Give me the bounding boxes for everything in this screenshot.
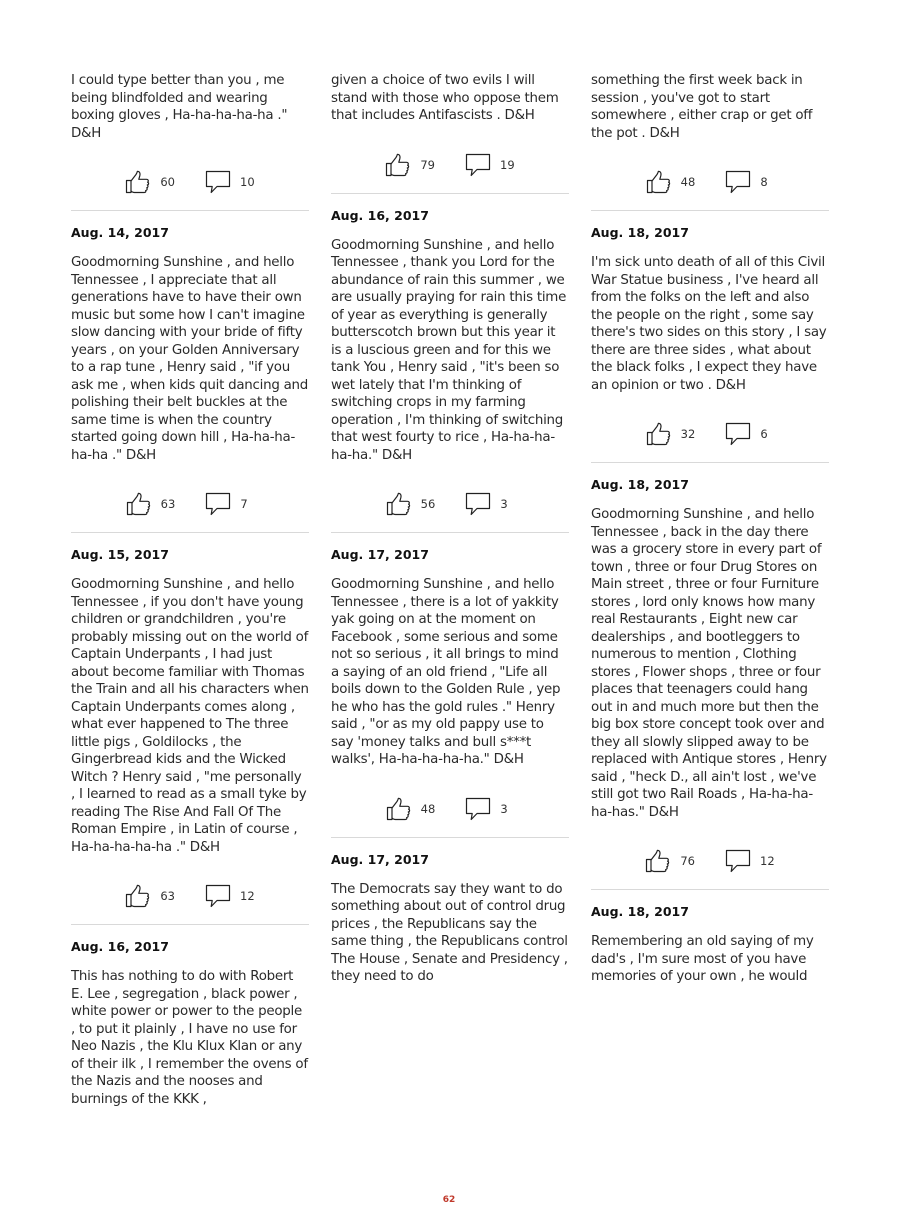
like-count: 48 <box>420 801 436 816</box>
post-text: something the first week back in session , you've got to start somewhere , either crap or get off the pot . D&H <box>591 73 813 141</box>
speech-bubble-icon[interactable] <box>725 422 751 446</box>
page-number: 62 <box>442 1195 456 1205</box>
speech-bubble-icon[interactable] <box>205 884 231 908</box>
post <box>591 72 829 196</box>
thumbs-up-icon[interactable] <box>646 170 672 194</box>
post <box>331 72 569 179</box>
post <box>71 939 309 1108</box>
divider <box>71 210 309 211</box>
like-count: 48 <box>680 175 696 189</box>
post-date: Aug. 15, 2017 <box>71 547 169 562</box>
column-2 <box>331 72 569 986</box>
post <box>331 547 569 823</box>
comment-stat[interactable] <box>205 170 255 194</box>
post-text: This has nothing to do with Robert E. Lee , segregation , black power , white power or power to the people , to put it plainly , I have no use for Neo Nazis , the Klu Klux Klan or any of their ilk , I remember the ovens of the Nazis and the nooses and burnings of the KKK , <box>71 969 308 1107</box>
post <box>71 547 309 910</box>
post-stats <box>591 168 829 196</box>
like-stat[interactable] <box>125 170 175 194</box>
post-stats <box>331 151 569 179</box>
comment-count: 6 <box>760 427 768 441</box>
comment-stat[interactable] <box>465 797 514 821</box>
column-1 <box>71 72 309 1108</box>
like-stat[interactable] <box>646 422 696 446</box>
comment-stat[interactable] <box>725 422 774 446</box>
post <box>591 477 829 875</box>
like-count: 63 <box>160 497 176 511</box>
post-date: Aug. 18, 2017 <box>591 225 689 240</box>
post-stats <box>331 795 569 823</box>
post-date: Aug. 17, 2017 <box>331 547 429 562</box>
speech-bubble-icon[interactable] <box>465 492 491 516</box>
like-stat[interactable] <box>126 492 176 516</box>
divider <box>71 532 309 533</box>
like-count: 63 <box>160 889 175 903</box>
thumbs-up-icon[interactable] <box>645 849 671 873</box>
speech-bubble-icon[interactable] <box>205 170 231 194</box>
like-stat[interactable] <box>386 797 436 821</box>
post-text: Goodmorning Sunshine , and hello Tennessee , I appreciate that all generations have to have their own music but some how I can't imagine slow dancing with your bride of fifty years , on your Golden Anniversary to a rap tune , Henry said , "if you ask me , when kids quit dancing and polishing their belt buckles at the same time is when the country started going down hill , Ha-ha-ha-ha-ha ." D&H <box>71 255 309 463</box>
comment-count: 10 <box>240 175 255 189</box>
thumbs-up-icon[interactable] <box>646 422 672 446</box>
like-count: 60 <box>160 175 175 189</box>
post <box>591 904 829 986</box>
comment-count: 8 <box>760 175 768 189</box>
post-stats <box>71 882 309 910</box>
post <box>71 225 309 518</box>
thumbs-up-icon[interactable] <box>125 884 151 908</box>
post-text: Goodmorning Sunshine , and hello Tennessee , back in the day there was a grocery store in every part of town , three or four Drug Stores on Main street , three or four Furniture stores , lord only knows how many real Restaurants , Eight new car dealerships , and bootleggers to numerous to mention , Clothing stores , Flower shops , three or four places that teenagers could hang out in and much more but then the big box store concept took over and they all slowly slipped away to be replaced with Antique stores , Henry said , "heck D., all ain't lost , we've still got two Rail Roads , Ha-ha-ha-ha-has." D&H <box>591 507 827 820</box>
divider <box>71 924 309 925</box>
comment-count: 12 <box>240 889 255 903</box>
post <box>591 225 829 448</box>
post-date: Aug. 18, 2017 <box>591 904 689 919</box>
post <box>71 72 309 196</box>
comment-count: 19 <box>500 157 515 172</box>
thumbs-up-icon[interactable] <box>386 797 412 821</box>
like-stat[interactable] <box>645 849 695 873</box>
post-text: Goodmorning Sunshine , and hello Tennessee , thank you Lord for the abundance of rain this summer , we are usually praying for rain this time of year as everything is generally butterscotch brown but this year it is a luscious green and for this we tank You , Henry said , "it's been so wet lately that I'm thinking of switching crops in my farming operation , I'm thinking of switching that west fourty to rice , Ha-ha-ha-ha-ha." D&H <box>331 237 567 463</box>
post-date: Aug. 18, 2017 <box>591 477 689 492</box>
divider <box>591 889 829 890</box>
post-date: Aug. 16, 2017 <box>331 207 429 223</box>
comment-stat[interactable] <box>725 170 774 194</box>
comment-stat[interactable] <box>205 884 255 908</box>
like-count: 32 <box>680 427 696 441</box>
post-stats <box>591 847 829 875</box>
speech-bubble-icon[interactable] <box>465 797 491 821</box>
divider <box>591 210 829 211</box>
speech-bubble-icon[interactable] <box>725 170 751 194</box>
divider <box>331 193 569 194</box>
post-stats <box>71 168 309 196</box>
like-count: 79 <box>420 157 435 172</box>
like-stat[interactable] <box>125 884 175 908</box>
post-text: Goodmorning Sunshine , and hello Tennessee , there is a lot of yakkity yak going on at the moment on Facebook , some serious and some not so serious , it all brings to mind a saying of an old friend , "Life all boils down to the Golden Rule , yep he who has the gold rules ." Henry said , "or as my old pappy use to say 'money talks and bull s***t walks', Ha-ha-ha-ha-ha." D&H <box>331 577 561 767</box>
post-text: I could type better than you , me being blindfolded and wearing boxing gloves , Ha-ha-ha-ha-ha ." D&H <box>71 73 288 141</box>
post-date: Aug. 14, 2017 <box>71 225 169 240</box>
post-text: given a choice of two evils I will stand with those who oppose them that includes Antifascists . D&H <box>331 73 559 123</box>
post <box>331 208 569 519</box>
speech-bubble-icon[interactable] <box>205 492 231 516</box>
post-date: Aug. 16, 2017 <box>71 939 169 954</box>
like-count: 56 <box>420 497 436 511</box>
like-stat[interactable] <box>646 170 696 194</box>
divider <box>331 837 569 838</box>
comment-stat[interactable] <box>465 153 515 177</box>
thumbs-up-icon[interactable] <box>126 492 152 516</box>
like-count: 76 <box>680 854 695 868</box>
divider <box>591 462 829 463</box>
comment-count: 12 <box>760 854 775 868</box>
like-stat[interactable] <box>386 492 436 516</box>
post-text: Remembering an old saying of my dad's , I'm sure most of you have memories of your own , he would <box>591 934 814 984</box>
like-stat[interactable] <box>385 153 435 177</box>
post-text: I'm sick unto death of all of this Civil War Statue business , I've heard all from the folks on the left and also the people on the right , some say there's two sides on this story , I say there are three sides , what about the black folks , I expect they have an opinion or two . D&H <box>591 255 827 393</box>
comment-stat[interactable] <box>725 849 775 873</box>
divider <box>331 532 569 533</box>
thumbs-up-icon[interactable] <box>385 153 411 177</box>
column-3 <box>591 72 829 986</box>
comment-count: 3 <box>500 801 508 816</box>
speech-bubble-icon[interactable] <box>725 849 751 873</box>
comment-stat[interactable] <box>465 492 514 516</box>
post <box>331 852 569 986</box>
post-date: Aug. 17, 2017 <box>331 851 429 867</box>
comment-stat[interactable] <box>205 492 254 516</box>
thumbs-up-icon[interactable] <box>125 170 151 194</box>
post-text: Goodmorning Sunshine , and hello Tennessee , if you don't have young children or grandchildren , you're probably missing out on the world of Captain Underpants , I had just about become familiar with Thomas the Train and all his characters when Captain Underpants comes along , what ever happened to The three little pigs , Goldilocks , the Gingerbread kids and the Wicked Witch ? Henry said , "me personally , I learned to read as a small tyke by reading The Rise And Fall Of The Roman Empire , in Latin of course , Ha-ha-ha-ha-ha ." D&H <box>71 577 309 855</box>
comment-count: 3 <box>500 497 508 511</box>
comment-count: 7 <box>240 497 248 511</box>
thumbs-up-icon[interactable] <box>386 492 412 516</box>
post-stats <box>591 420 829 448</box>
post-text: The Democrats say they want to do something about out of control drug prices , the Republicans say the same thing , the Republicans control The House , Senate and Presidency , they need to do <box>331 881 568 984</box>
speech-bubble-icon[interactable] <box>465 153 491 177</box>
post-stats <box>331 490 569 518</box>
post-stats <box>71 490 309 518</box>
